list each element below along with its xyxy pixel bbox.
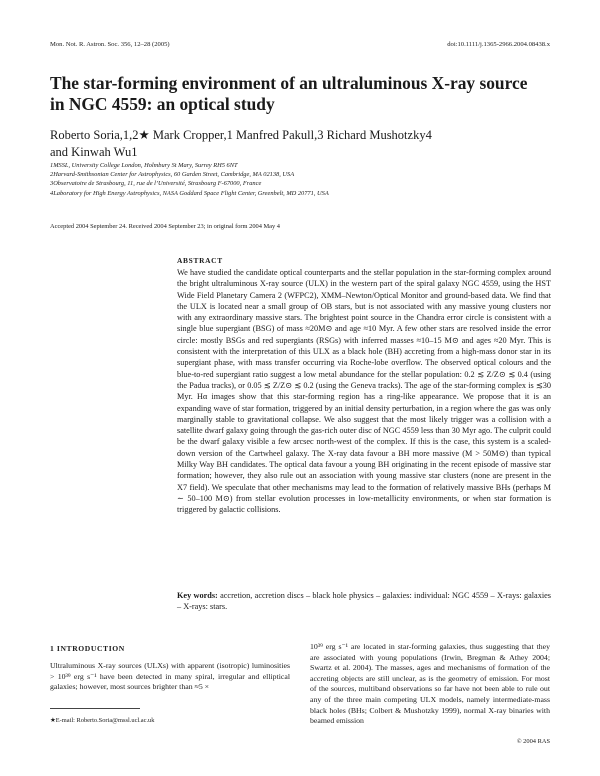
submission-dates: Accepted 2004 September 24. Received 2004 September 23; in original form 2004 May 4 [50, 223, 281, 230]
intro-paragraph-right: 10³⁹ erg s⁻¹ are located in star-forming galaxies, thus suggesting that they are associated with young populations (Irwin, Bregman & Athey 2004; Swartz et al. 2004). The masses, ages and mechanisms of formation of the accreting objects are still unclear, as is the geometry of emission. For most of the sources, multiband observations so far have not been able to rule out any of the three main competing ULX models, namely intermediate-mass black holes (BHs; Colbert & Mushotzky 1999), normal X-ray binaries with beamed emission [310, 642, 550, 726]
author-list [50, 127, 550, 160]
affiliation-3: 3Observatoire de Strasbourg, 11, rue de l’Université, Strasbourg F-67000, France [50, 180, 262, 188]
paper-title: The star-forming environment of an ultraluminous X-ray source in NGC 4559: an optical study [50, 73, 528, 114]
authors-line-2: and Kinwah Wu1 [50, 144, 138, 159]
journal-reference: Mon. Not. R. Astron. Soc. 356, 12–28 (2005) [50, 41, 170, 48]
keywords-label: Key words: [177, 591, 218, 600]
keywords-list: accretion, accretion discs – black hole physics – galaxies: individual: NGC 4559 – X-rays: galaxies – X-rays: stars. [177, 591, 552, 612]
intro-paragraph-left: Ultraluminous X-ray sources (ULXs) with apparent (isotropic) luminosities > 10³⁹ erg s⁻¹ have been detected in many spiral, irregular and elliptical galaxies; however, most sources brighter than ≈5 × [50, 661, 290, 692]
footnote-email[interactable]: ★E-mail: Roberto.Soria@mssl.ucl.ac.uk [50, 717, 155, 724]
section-heading-introduction: 1 INTRODUCTION [50, 644, 125, 653]
affiliation-4: 4Laboratory for High Energy Astrophysics, NASA Goddard Space Flight Center, Greenbelt, MD 20771, USA [50, 189, 329, 197]
affiliations [50, 161, 329, 198]
affiliation-1: 1MSSL, University College London, Holmbury St Mary, Surrey RH5 6NT [50, 162, 238, 169]
keywords [177, 590, 551, 613]
affiliation-2: 2Harvard-Smithsonian Center for Astrophysics, 60 Garden Street, Cambridge, MA 02138, USA [50, 171, 295, 179]
authors-line-1: Roberto Soria,1,2★ Mark Cropper,1 Manfred Pakull,3 Richard Mushotzky4 [50, 128, 432, 142]
copyright-notice: © 2004 RAS [516, 738, 550, 745]
abstract-text: We have studied the candidate optical counterparts and the stellar population in the star-forming complex around the bright ultraluminous X-ray source (ULX) in the western part of the spiral galaxy NGC 4559, using the HST Wide Field Planetary Camera 2 (WFPC2), XMM–Newton/Optical Monitor and ground-based data. We find that the ULX is located near a small group of OB stars, but is not associated with any massive young clusters nor with any extraordinary massive stars. The brightest point source in the Chandra error circle is consistent with a single blue supergiant (BSG) of mass ≈20M⊙ and age ≈10 Myr. A few other stars are resolved inside the error circle: mostly BSGs and red supergiants (RSGs) with inferred masses ≈10–15 M⊙ and ages ≈20 Myr. This is consistent with the interpretation of this ULX as a black hole (BH) accreting from a high-mass donor star in its supergiant phase, with mass transfer occurring via Roche-lobe overflow. The observed optical colours and the blue-to-red supergiant ratio suggest a low metal abundance for the stellar population: 0.2 ≲ Z/Z⊙ ≲ 0.4 (using the Padua tracks), or 0.05 ≲ Z/Z⊙ ≲ 0.2 (using the Geneva tracks). The age of the star-forming complex is ≲30 Myr. Hα images show that this star-forming region has a ring-like appearance. We propose that it is an expanding wave of star formation, triggered by an initial density perturbation, in a region where the gas was only marginally stable to gravitational collapse. We also suggest that the most likely trigger was a collision with a satellite dwarf galaxy going through the gas-rich outer disc of NGC 4559 less than 30 Myr ago. The culprit could be the dwarf galaxy visible a few arcsec north-west of the complex. If this is the case, this system is a scaled-down version of the Cartwheel galaxy. The X-ray data favour a BH more massive (M > 50M⊙) than typical Milky Way BH candidates. The optical data favour a young BH originating in the recent episode of massive star formation; however, they also rule out an association with young massive star clusters (none are present in the X7 field). We speculate that other mechanisms may lead to the formation of relatively massive BHs (perhaps M ∼ 50–100 M⊙) from stellar evolution processes in low-metallicity environments, or when star formation is triggered by galactic collisions. [177, 268, 551, 515]
doi-link[interactable]: doi:10.1111/j.1365-2966.2004.08438.x [447, 41, 550, 48]
footnote-divider [50, 708, 140, 709]
abstract-heading: ABSTRACT [177, 256, 223, 265]
